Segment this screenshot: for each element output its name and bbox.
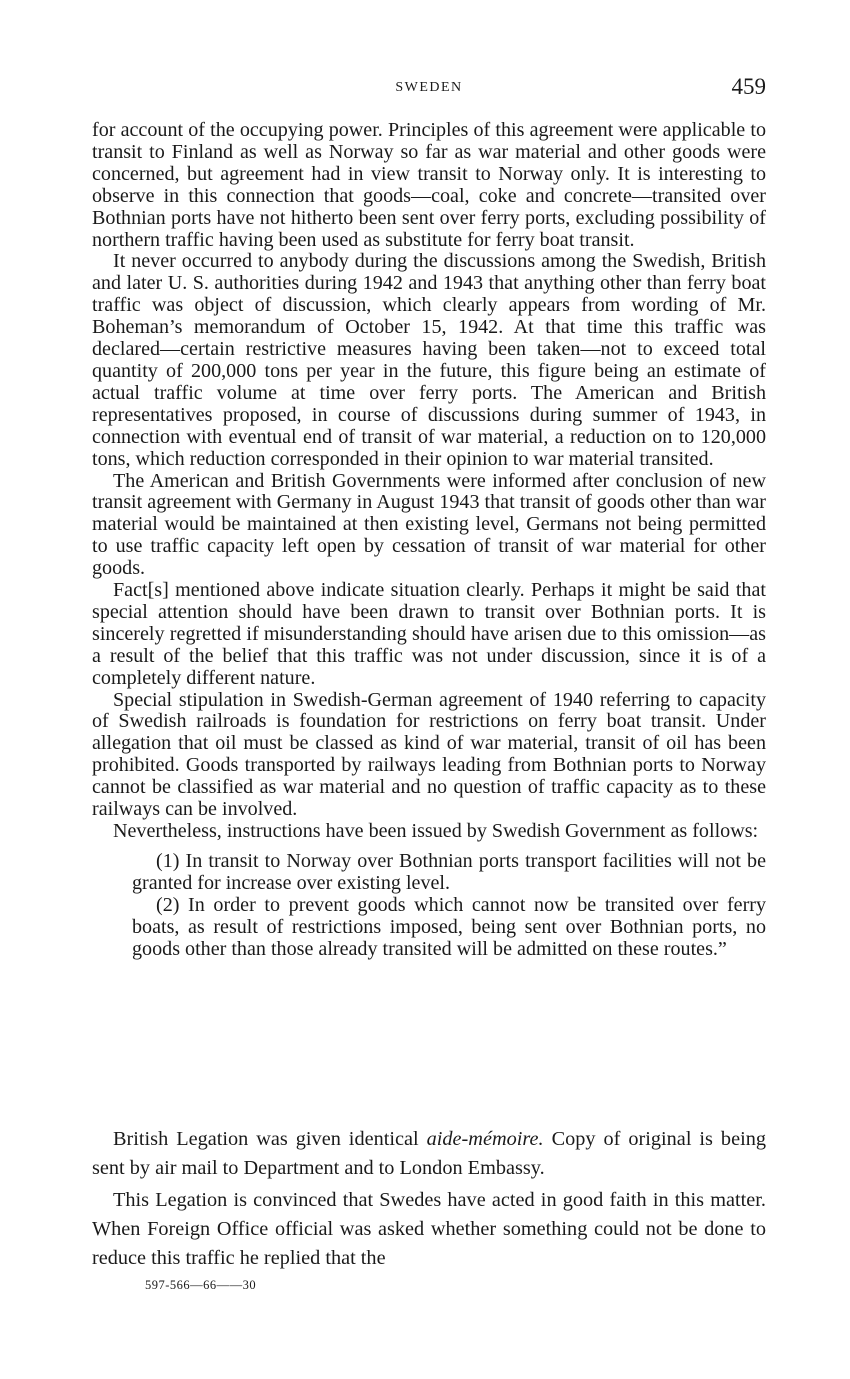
paragraph-5: Special stipulation in Swedish-German agreement of 1940 referring to capacity of Swedish railroads is foundation for restrictions on ferry boat transit. Under allegation that oil must be classed as kind of war material, transit of oil has been prohibited. Goods transported by railways leading from Bothnian ports to Norway cannot be classified as war material and no question of traffic capacity as to these railways can be involved. — [92, 688, 766, 821]
paragraph-6: Nevertheless, instructions have been issued by Swedish Government as follows: — [113, 820, 759, 842]
quote-item-1: (1) In transit to Norway over Bothnian ports transport facilities will not be granted for increase over existing level. — [132, 849, 766, 894]
running-head: SWEDEN — [395, 80, 463, 95]
paragraph-4: Fact[s] mentioned above indicate situation clearly. Perhaps it might be said that special attention should have been drawn to transit over Bothnian ports. It is sincerely regretted if misunderstanding should have arisen due to this omission—as a result of the belief that this traffic was not under discussion, since it is of a completely different nature. — [92, 579, 766, 689]
italic-term: aide-mémoire. — [426, 1128, 544, 1150]
print-code: 597-566—66——30 — [145, 1278, 257, 1292]
paragraph-2: It never occurred to anybody during the discussions among the Swedish, British and later U. S. authorities during 1942 and 1943 that anything other than ferry boat traffic was object of discussion, which clearly appears from wording of Mr. Boheman’s memorandum of October 15, 1942. At that time this traffic was declared—certain restrictive measures having been taken—not to exceed total quantity of 200,000 tons per year in the future, this figure being an estimate of actual traffic volume at time over ferry ports. The American and British representatives proposed, in course of discussions during summer of 1943, in connection with eventual end of transit of war material, a reduction on to 120,000 tons, which reduction corresponded in their opinion to war material transited. — [92, 250, 766, 470]
body-text — [92, 120, 766, 960]
closing-text — [92, 1125, 766, 1276]
paragraph-3: The American and British Governments were informed after conclusion of new transit agreement with Germany in August 1943 that transit of goods other than war material would be maintained at then existing level, Germans not being permitted to use traffic capacity left open by cessation of transit of war material for other goods. — [92, 469, 766, 580]
block-quote — [132, 851, 766, 961]
page-number: 459 — [731, 74, 766, 99]
quote-item-2: (2) In order to prevent goods which cannot now be transited over ferry boats, as result of restrictions imposed, being sent over Bothnian ports, no goods other than those already transited will be admitted on these routes.” — [132, 893, 766, 960]
page-header — [92, 74, 766, 104]
paragraph-8: This Legation is convinced that Swedes have acted in good faith in this matter. When Foreign Office official was asked whether something could not be done to reduce this traffic he replied that the — [92, 1189, 766, 1269]
paragraph-7: British Legation was given identical aide-mémoire. Copy of original is being sent by air mail to Department and to London Embassy. — [92, 1128, 766, 1179]
paragraph-1: for account of the occupying power. Principles of this agreement were applicable to transit to Finland as well as Norway so far as war material and other goods were concerned, but agreement had in view transit to Norway only. It is interesting to observe in this connection that goods—coal, coke and concrete—transited over Bothnian ports have not hitherto been sent over ferry ports, excluding possibility of northern traffic having been used as substitute for ferry boat transit. — [92, 119, 766, 251]
